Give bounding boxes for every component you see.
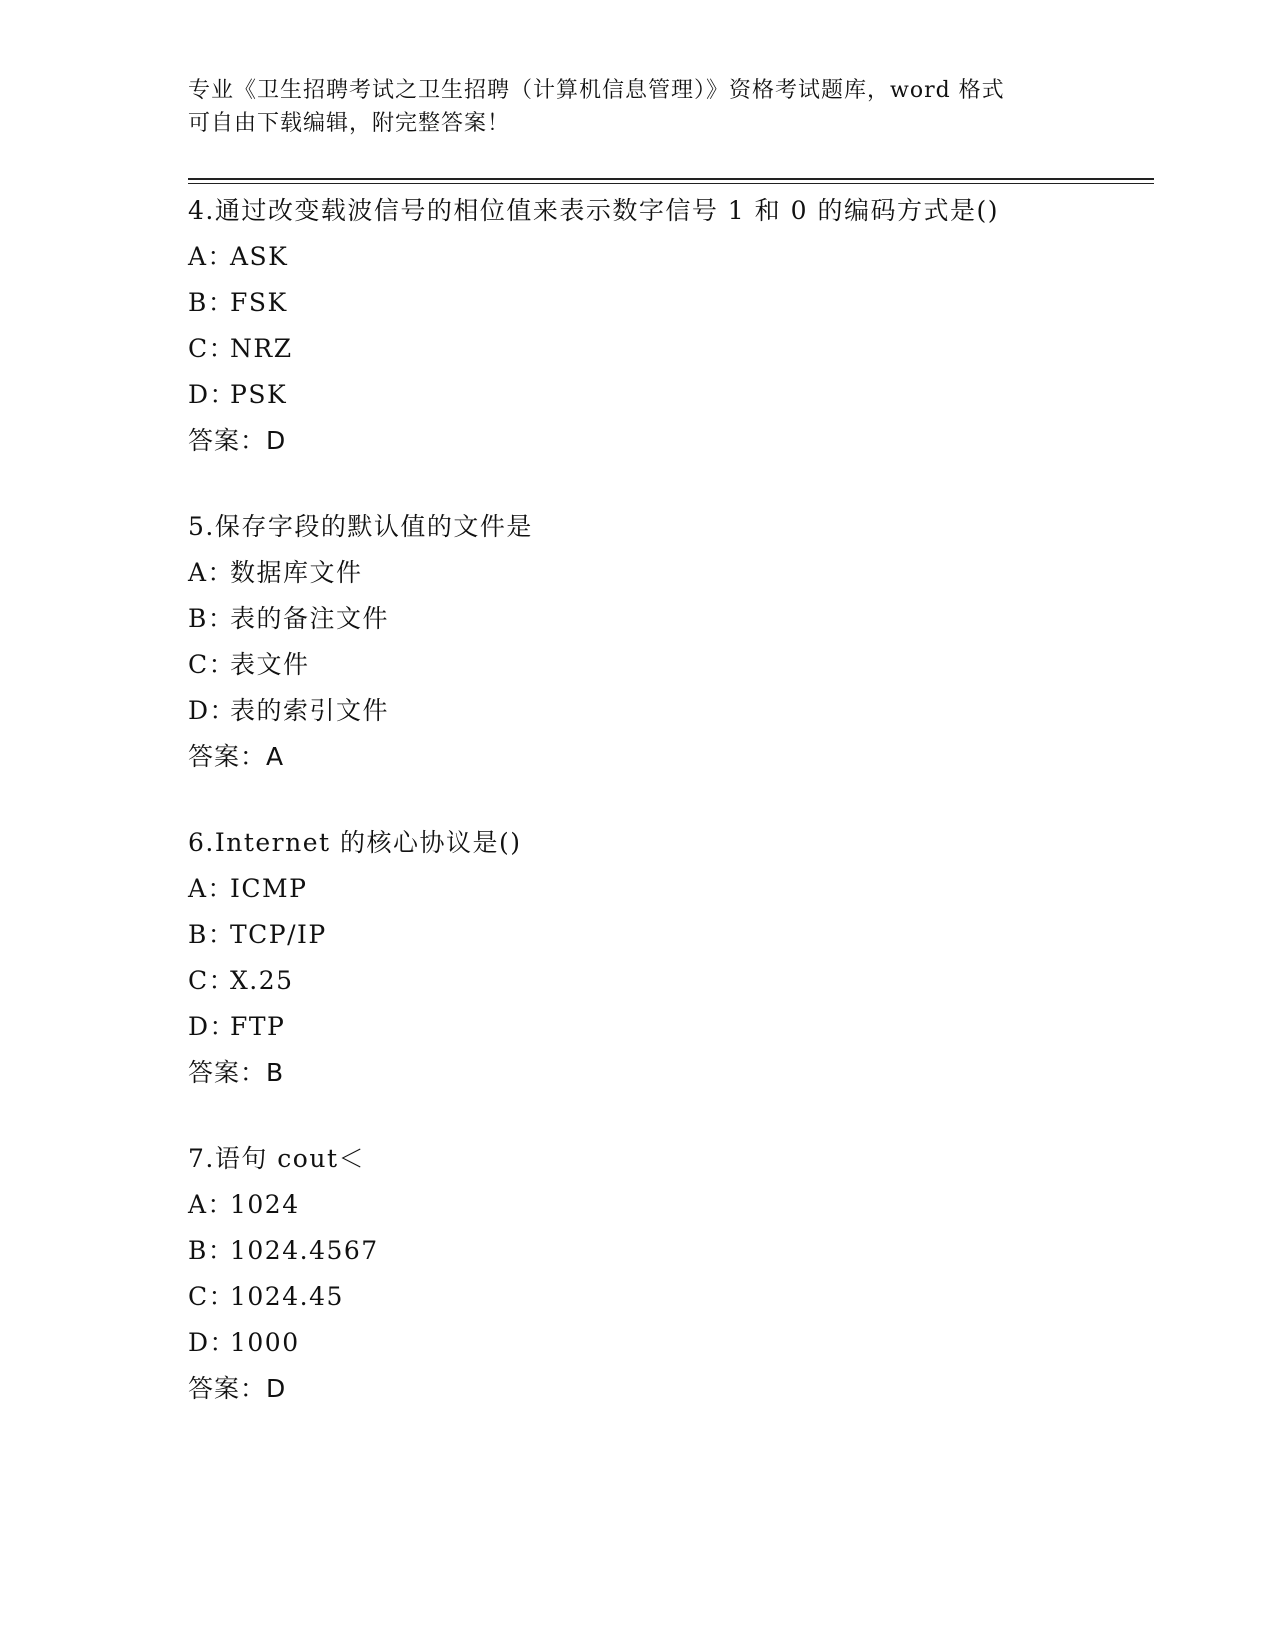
option-text: PSK (230, 380, 288, 409)
option-c (188, 642, 1148, 688)
option-b (188, 1228, 1148, 1274)
option-text: FTP (230, 1012, 286, 1041)
option-key: D： (188, 696, 237, 725)
option-key: D： (188, 1328, 237, 1357)
option-key: C： (188, 966, 236, 995)
header-line-2: 可自由下载编辑，附完整答案！ (188, 111, 511, 136)
option-key: A： (188, 558, 235, 587)
option-d (188, 1004, 1148, 1050)
document-header (188, 74, 1088, 140)
option-key: A： (188, 874, 235, 903)
option-key: D： (188, 1012, 237, 1041)
option-text: 1024.45 (230, 1282, 344, 1311)
option-text: 1000 (230, 1328, 300, 1357)
header-divider-thin (188, 183, 1154, 184)
option-b (188, 280, 1148, 326)
option-text: ICMP (230, 874, 308, 903)
option-a (188, 1182, 1148, 1228)
option-text: X.25 (230, 966, 294, 995)
option-key: C： (188, 334, 236, 363)
option-c (188, 958, 1148, 1004)
header-divider-thick (188, 178, 1154, 180)
question-item (188, 820, 1148, 1096)
option-c (188, 1274, 1148, 1320)
option-text: TCP/IP (230, 920, 327, 949)
option-text: 1024.4567 (230, 1236, 379, 1265)
question-item (188, 1136, 1148, 1412)
question-text: 7.语句 cout＜ (188, 1144, 365, 1173)
option-key: B： (188, 920, 235, 949)
option-key: A： (188, 242, 235, 271)
option-text: 表文件 (230, 650, 310, 679)
header-line-1: 专业《卫生招聘考试之卫生招聘（计算机信息管理）》资格考试题库，word 格式 (188, 78, 1005, 103)
question-text: 6.Internet 的核心协议是() (188, 828, 522, 857)
question-text: 5.保存字段的默认值的文件是 (188, 512, 533, 541)
question-item (188, 188, 1148, 464)
option-text: 表的索引文件 (230, 696, 390, 725)
option-d (188, 372, 1148, 418)
answer-line: 答案：B (188, 1058, 285, 1087)
option-b (188, 596, 1148, 642)
option-text: 1024 (230, 1190, 300, 1219)
answer-line: 答案：D (188, 426, 287, 455)
option-text: FSK (230, 288, 288, 317)
option-d (188, 688, 1148, 734)
option-a (188, 234, 1148, 280)
question-text: 4.通过改变载波信号的相位值来表示数字信号 1 和 0 的编码方式是() (188, 196, 999, 225)
option-text: ASK (230, 242, 289, 271)
answer-line: 答案：D (188, 1374, 287, 1403)
option-text: 表的备注文件 (230, 604, 390, 633)
option-b (188, 912, 1148, 958)
option-key: C： (188, 650, 236, 679)
option-key: B： (188, 1236, 235, 1265)
option-text: NRZ (230, 334, 293, 363)
option-key: D： (188, 380, 237, 409)
option-key: B： (188, 604, 235, 633)
option-a (188, 550, 1148, 596)
question-list (188, 188, 1148, 1452)
option-d (188, 1320, 1148, 1366)
option-key: A： (188, 1190, 235, 1219)
option-text: 数据库文件 (230, 558, 363, 587)
option-a (188, 866, 1148, 912)
answer-line: 答案：A (188, 742, 285, 771)
option-key: B： (188, 288, 235, 317)
option-c (188, 326, 1148, 372)
option-key: C： (188, 1282, 236, 1311)
question-item (188, 504, 1148, 780)
